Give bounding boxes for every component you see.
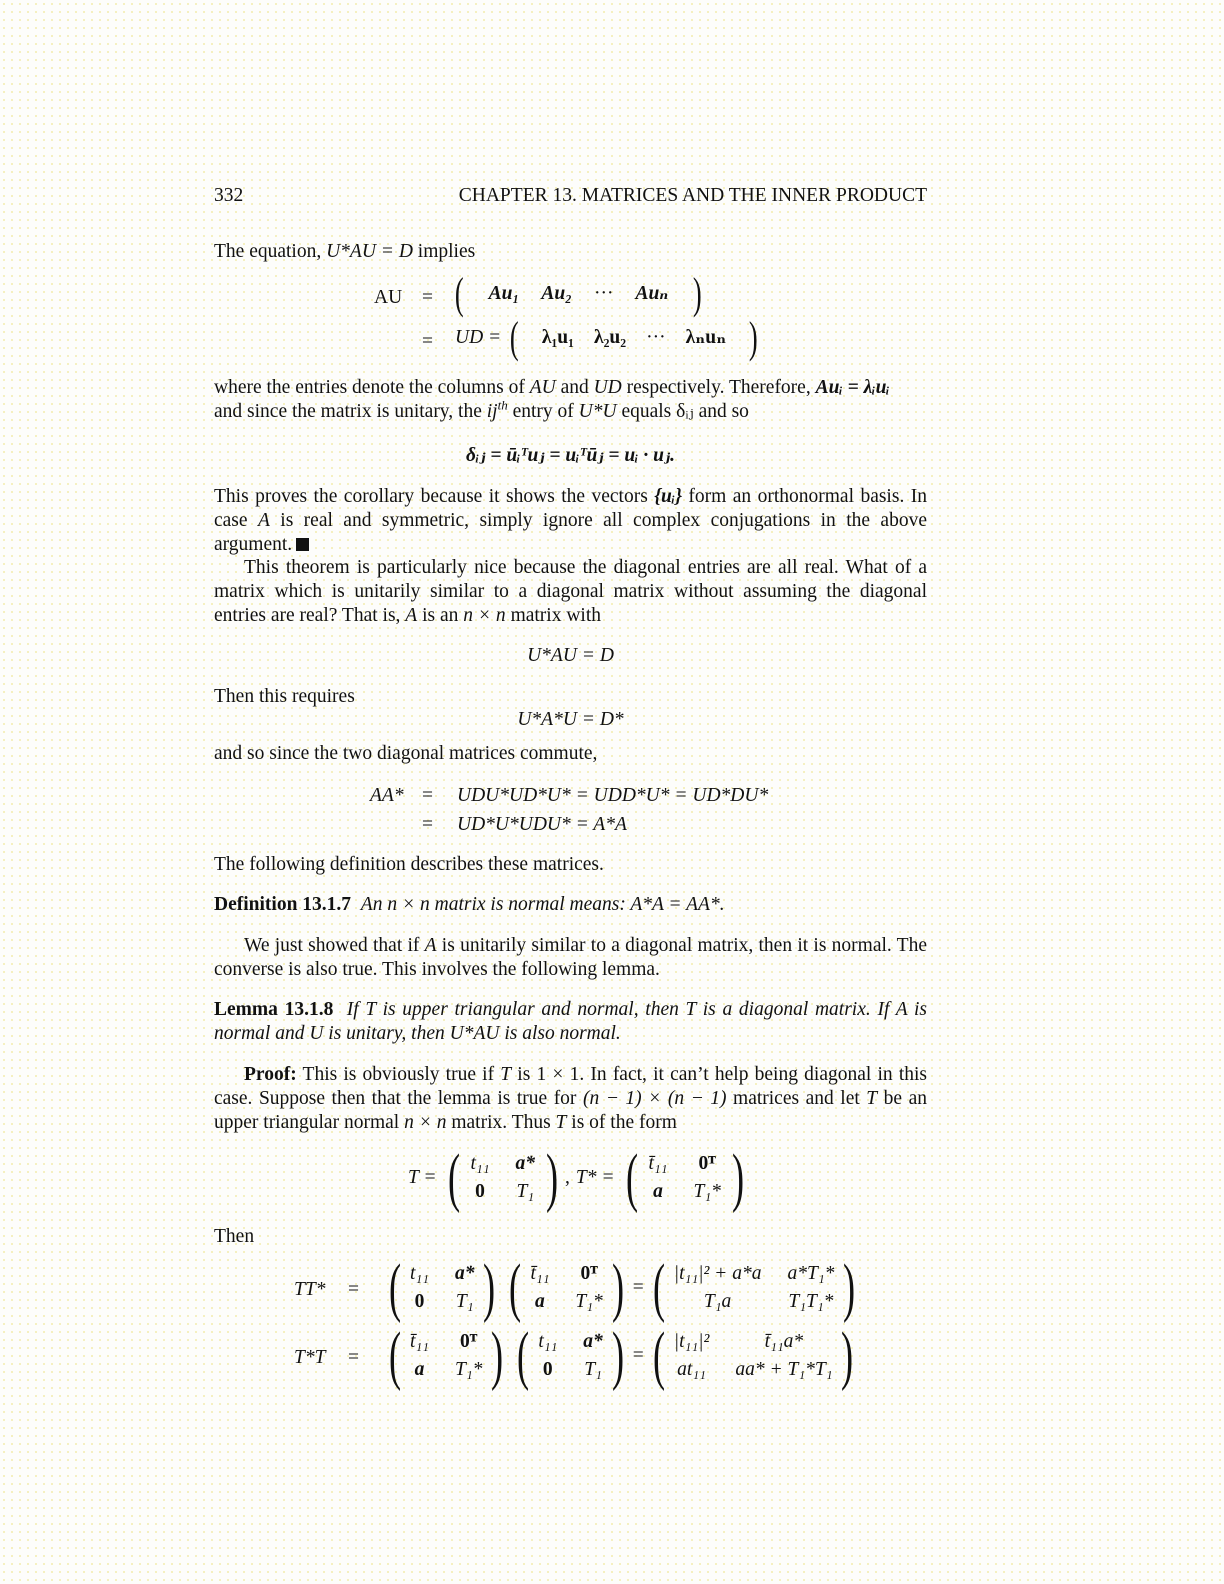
- matrix: [410, 1329, 482, 1383]
- eq-tstart-lhs: T*T: [294, 1347, 326, 1368]
- text-eq1-row2-0: λ₁u₁: [541, 327, 574, 348]
- matrix: [674, 1329, 833, 1383]
- paren: (: [625, 1141, 638, 1214]
- paren: (: [652, 1319, 665, 1392]
- eq-uau-d: U*AU = D: [527, 645, 614, 666]
- text-eq7-r2_m2-3: T₁: [584, 1359, 602, 1380]
- text-eq7-r2_m2-1: a*: [583, 1331, 603, 1352]
- text-p2-line1_e: respectively. Therefore,: [621, 377, 816, 398]
- lemma-label: Lemma 13.1.8: [214, 999, 334, 1020]
- matrix-t: [471, 1151, 535, 1205]
- text-p1-post: implies: [412, 241, 476, 262]
- text-eq6-lhs1: T =: [408, 1167, 437, 1188]
- paren: ): [843, 1251, 856, 1324]
- definition-13-1-7: [214, 893, 927, 917]
- inline-math: U*AU = D: [326, 241, 413, 262]
- text-eq7-r1_res-0: |t₁₁|² + a*a: [673, 1263, 762, 1284]
- text-proof-h: T: [866, 1088, 878, 1109]
- matrix-tstar: [648, 1151, 720, 1205]
- eq-ttstar-rhs: [384, 1251, 860, 1324]
- text-proof-j: n × n: [404, 1112, 447, 1133]
- paren: ): [545, 1141, 559, 1214]
- definition-text: An n × n matrix is normal means: A*A = AA*.: [360, 894, 725, 915]
- text-p8-a: We just showed that if: [244, 935, 425, 956]
- text-p2-line2_a: and since the matrix is unitary, the: [214, 401, 487, 422]
- text-p3-c: form an orthonormal basis. In case: [214, 486, 927, 531]
- proof-paragraph: [214, 1063, 927, 1135]
- text-proof-k: matrix. Thus: [446, 1112, 556, 1133]
- text-p2-line1_c: and: [555, 377, 594, 398]
- eq-aastar-equals-2: =: [422, 814, 433, 835]
- paren: (: [388, 1251, 402, 1324]
- matrix: [674, 1261, 835, 1315]
- text-proof-l: T: [555, 1112, 567, 1133]
- text-proof-c: is: [511, 1064, 537, 1085]
- paren: (: [652, 1251, 665, 1324]
- text-p2-line1_f: Auᵢ = λᵢuᵢ: [815, 377, 890, 398]
- eq-au-lhs: AU: [374, 287, 403, 308]
- text-p2-line2_f: δᵢⱼ: [676, 401, 694, 422]
- eq-ud-row2: [455, 313, 761, 362]
- text-eq1-row1-3: Auₙ: [635, 283, 669, 304]
- text-eq7-r1_res-3: T₁T₁*: [788, 1291, 834, 1312]
- paren: (: [517, 1319, 530, 1392]
- eq-tstart-equals: =: [348, 1347, 359, 1368]
- text-p2-line2_e: equals: [616, 401, 677, 422]
- definition-label: Definition 13.1.7: [214, 894, 352, 915]
- paren: ): [841, 1319, 854, 1392]
- paren: ): [611, 1319, 624, 1392]
- text-p3-e: is real and symmetric, simply ignore all complex conjugations in the above argument.: [214, 510, 927, 555]
- text-eq7-r1_res-1: a*T₁*: [787, 1263, 835, 1284]
- lemma-13-1-8: [214, 998, 927, 1046]
- text-eq7-r2_m1-0: t̄₁₁: [409, 1331, 429, 1352]
- text-eq7-eq: =: [632, 1277, 644, 1298]
- paren: ): [611, 1251, 624, 1324]
- text-proof-m: is of the form: [566, 1112, 677, 1133]
- right-paren: ): [693, 269, 702, 318]
- text-eq1-row2-3: λₙuₙ: [685, 327, 727, 348]
- text-p4-a: This theorem is particularly nice because the diagonal entries are all real. What of a matrix which is unitarily similar to a diagonal matrix without assuming the diagonal entries are real? That is,: [214, 557, 927, 626]
- text-eq7-r2_m1-3: T₁*: [454, 1359, 483, 1380]
- paragraph-corollary: [214, 485, 927, 557]
- paragraph-definition-intro: The following definition describes these matrices.: [214, 854, 604, 875]
- paren: ): [483, 1251, 496, 1324]
- text-eq7-r2_res-3: aa* + T₁*T₁: [735, 1359, 833, 1380]
- paragraph-theorem-nice: [214, 556, 927, 628]
- eq-tstart-rhs: [384, 1319, 858, 1392]
- paragraph-requires: Then this requires: [214, 686, 355, 707]
- text-eq6-m1-3: T₁: [516, 1181, 535, 1202]
- qed-square-icon: [296, 538, 309, 551]
- text-eq1-row2_prefix: UD =: [455, 327, 502, 348]
- eq-aastar-row1: UDU*UD*U* = UDD*U* = UD*DU*: [457, 785, 769, 806]
- text-p2-line2_c: entry of: [507, 401, 579, 422]
- text-eq6-m2-3: T₁*: [693, 1181, 721, 1202]
- eq-au-equals: =: [422, 287, 433, 308]
- text-eq6-sep: ,: [564, 1167, 570, 1188]
- text-eq1-row1-1: Au₂: [541, 283, 572, 304]
- text-proof-f: (n − 1) × (n − 1): [582, 1088, 727, 1109]
- text-p4-d: n × n: [463, 605, 506, 626]
- text-p8-c: is unitarily similar to a diagonal matrix, then it is normal. The converse is also true. This involves the following lemma.: [214, 935, 927, 980]
- text-eq1-row1-0: Au₁: [488, 283, 520, 304]
- text-eq6-m1-0: t₁₁: [470, 1153, 490, 1174]
- text-p8-b: A: [424, 935, 437, 956]
- paren: (: [509, 1251, 522, 1324]
- paren: (: [388, 1319, 402, 1392]
- text-eq6-m2-1: 0ᵀ: [698, 1153, 716, 1174]
- text-p2-line1_d: UD: [593, 377, 622, 398]
- paragraph-commute: and so since the two diagonal matrices commute,: [214, 743, 598, 764]
- text-p3-a: This proves the corollary because it shows the vectors: [214, 486, 655, 507]
- text-eq7-r2_res-1: t̄₁₁a*: [764, 1331, 804, 1352]
- eq-ttstar-equals: =: [348, 1279, 359, 1300]
- matrix: [410, 1261, 474, 1315]
- matrix: [530, 1261, 602, 1315]
- text-p4-b: A: [405, 605, 418, 626]
- text-eq7-r1_m1-3: T₁: [455, 1291, 474, 1312]
- paragraph-converse: [214, 934, 927, 982]
- text-eq1-row1-2: ···: [593, 283, 614, 304]
- lemma-text: If T is upper triangular and normal, then T is a diagonal matrix. If A is normal and U is unitary, then U*AU is also normal.: [214, 999, 927, 1044]
- text-p1-pre: The equation,: [214, 241, 327, 262]
- text-p3-b: {uᵢ}: [654, 486, 682, 507]
- text-eq7-r1_m2-2: a: [535, 1291, 545, 1312]
- text-eq6-lhs2: T* =: [575, 1167, 615, 1188]
- text-eq7-r1_m2-3: T₁*: [575, 1291, 603, 1312]
- paren: ): [491, 1319, 504, 1392]
- eq-ttstar-lhs: TT*: [294, 1279, 326, 1300]
- text-proof-e: . In fact, it can’t help being diagonal in this case. Suppose then that the lemma is true for: [214, 1064, 927, 1109]
- text-proof-d: 1 × 1: [536, 1064, 580, 1085]
- text-eq7-r2_m2-0: t₁₁: [538, 1331, 558, 1352]
- text-eq7-r1_m2-1: 0ᵀ: [580, 1263, 598, 1284]
- paragraph-equation-intro: [214, 240, 927, 264]
- eq-au-row1: [452, 269, 705, 318]
- text-eq7-r1_m2-0: t̄₁₁: [530, 1263, 550, 1284]
- eq-aastar-lhs: AA*: [370, 785, 404, 806]
- paren: (: [447, 1141, 460, 1214]
- text-eq7-r1_m1-1: a*: [454, 1263, 475, 1284]
- eq-t-tstar: [408, 1141, 749, 1214]
- text-eq7-r2_m1-2: a: [414, 1359, 425, 1380]
- eq-ud-equals: =: [422, 331, 433, 352]
- text-eq7-eq: =: [632, 1345, 644, 1366]
- text-p3-d: A: [257, 510, 270, 531]
- text-p2-line2_b: ij: [486, 401, 498, 422]
- paren: ): [731, 1141, 744, 1214]
- left-paren: (: [454, 269, 464, 318]
- text-eq7-r2_res-0: |t₁₁|²: [673, 1331, 710, 1352]
- eq-aastar-row2: UD*U*UDU* = A*A: [457, 814, 627, 835]
- running-title: CHAPTER 13. MATRICES AND THE INNER PRODUCT: [458, 185, 927, 206]
- text-p2-line1_b: AU: [529, 377, 556, 398]
- text-p2-line2_d: U*U: [578, 401, 617, 422]
- text-proof-i: be an upper triangular normal: [214, 1088, 928, 1133]
- matrix: [538, 1329, 602, 1383]
- page-number: 332: [214, 185, 244, 206]
- text-eq6-m1-2: 0: [475, 1181, 485, 1202]
- text-p2-line2_sup: th: [497, 397, 508, 413]
- text-eq7-r1_m1-0: t₁₁: [409, 1263, 429, 1284]
- paren: ): [749, 313, 758, 362]
- text-proof-b: T: [500, 1064, 512, 1085]
- eq-uastaru: U*A*U = D*: [517, 709, 624, 730]
- text-p4-e: matrix with: [505, 605, 602, 626]
- paragraph-then: Then: [214, 1226, 255, 1247]
- text-eq7-r2_m2-2: 0: [542, 1359, 553, 1380]
- paragraph-columns: [214, 376, 927, 424]
- text-p2-line2_g: and so: [693, 401, 749, 422]
- eq-delta: δᵢⱼ = ūᵢᵀuⱼ = uᵢᵀūⱼ = uᵢ · uⱼ.: [466, 445, 675, 466]
- text-proof-a: This is obviously true if: [296, 1064, 501, 1085]
- text-eq6-m2-2: a: [653, 1181, 663, 1202]
- text-p2-line1_a: where the entries denote the columns of: [214, 377, 530, 398]
- proof-label: Proof:: [244, 1064, 297, 1085]
- text-p4-c: is an: [417, 605, 464, 626]
- eq-aastar-equals: =: [422, 785, 433, 806]
- text-eq6-m1-1: a*: [515, 1153, 535, 1174]
- text-eq7-r2_res-2: at₁₁: [677, 1359, 706, 1380]
- text-eq7-r1_res-2: T₁a: [703, 1291, 732, 1312]
- text-eq7-r1_m1-2: 0: [414, 1291, 425, 1312]
- text-eq1-row2-1: λ₂u₂: [593, 327, 627, 348]
- text-eq1-row2-2: ···: [646, 327, 666, 348]
- text-proof-g: matrices and let: [726, 1088, 867, 1109]
- text-eq6-m2-0: t̄₁₁: [648, 1153, 668, 1174]
- paren: (: [510, 313, 519, 362]
- text-eq7-r2_m1-1: 0ᵀ: [460, 1331, 478, 1352]
